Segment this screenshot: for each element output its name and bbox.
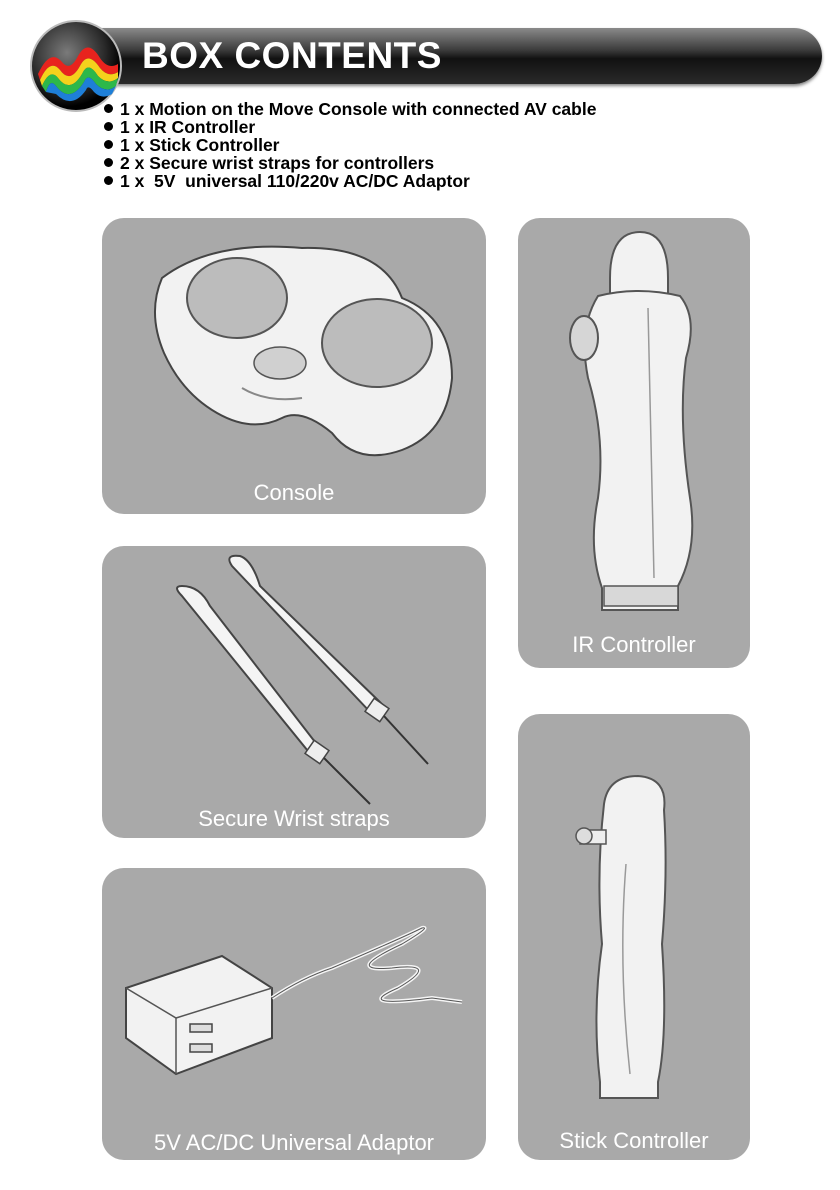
console-caption: Console	[253, 480, 335, 505]
list-item: 2 x Secure wrist straps for controllers	[104, 154, 596, 172]
ir-controller-panel	[518, 218, 750, 668]
bullet-icon	[104, 158, 113, 167]
bullet-icon	[104, 122, 113, 131]
box-contents-list	[104, 100, 596, 190]
stick-controller-illustration	[518, 714, 750, 1160]
stick-controller-panel	[518, 714, 750, 1160]
console-illustration	[102, 218, 486, 514]
bullet-icon	[104, 140, 113, 149]
stick-controller-caption: Stick Controller	[559, 1128, 709, 1153]
wrist-straps-caption: Secure Wrist straps	[198, 806, 390, 831]
page-header	[18, 12, 824, 104]
adaptor-panel	[102, 868, 486, 1160]
adaptor-illustration	[102, 868, 486, 1160]
list-item: 1 x IR Controller	[104, 118, 596, 136]
list-item: 1 x Motion on the Move Console with connected AV cable	[104, 100, 596, 118]
ir-controller-caption: IR Controller	[572, 632, 696, 657]
wrist-straps-illustration	[102, 546, 486, 838]
list-item: 1 x Stick Controller	[104, 136, 596, 154]
bullet-icon	[104, 104, 113, 113]
bullet-icon	[104, 176, 113, 185]
page-title: BOX CONTENTS	[142, 35, 442, 76]
ir-controller-illustration	[518, 218, 750, 668]
console-panel	[102, 218, 486, 514]
list-item: 1 x 5V universal 110/220v AC/DC Adaptor	[104, 172, 596, 190]
adaptor-caption: 5V AC/DC Universal Adaptor	[153, 1130, 435, 1155]
wrist-straps-panel	[102, 546, 486, 838]
